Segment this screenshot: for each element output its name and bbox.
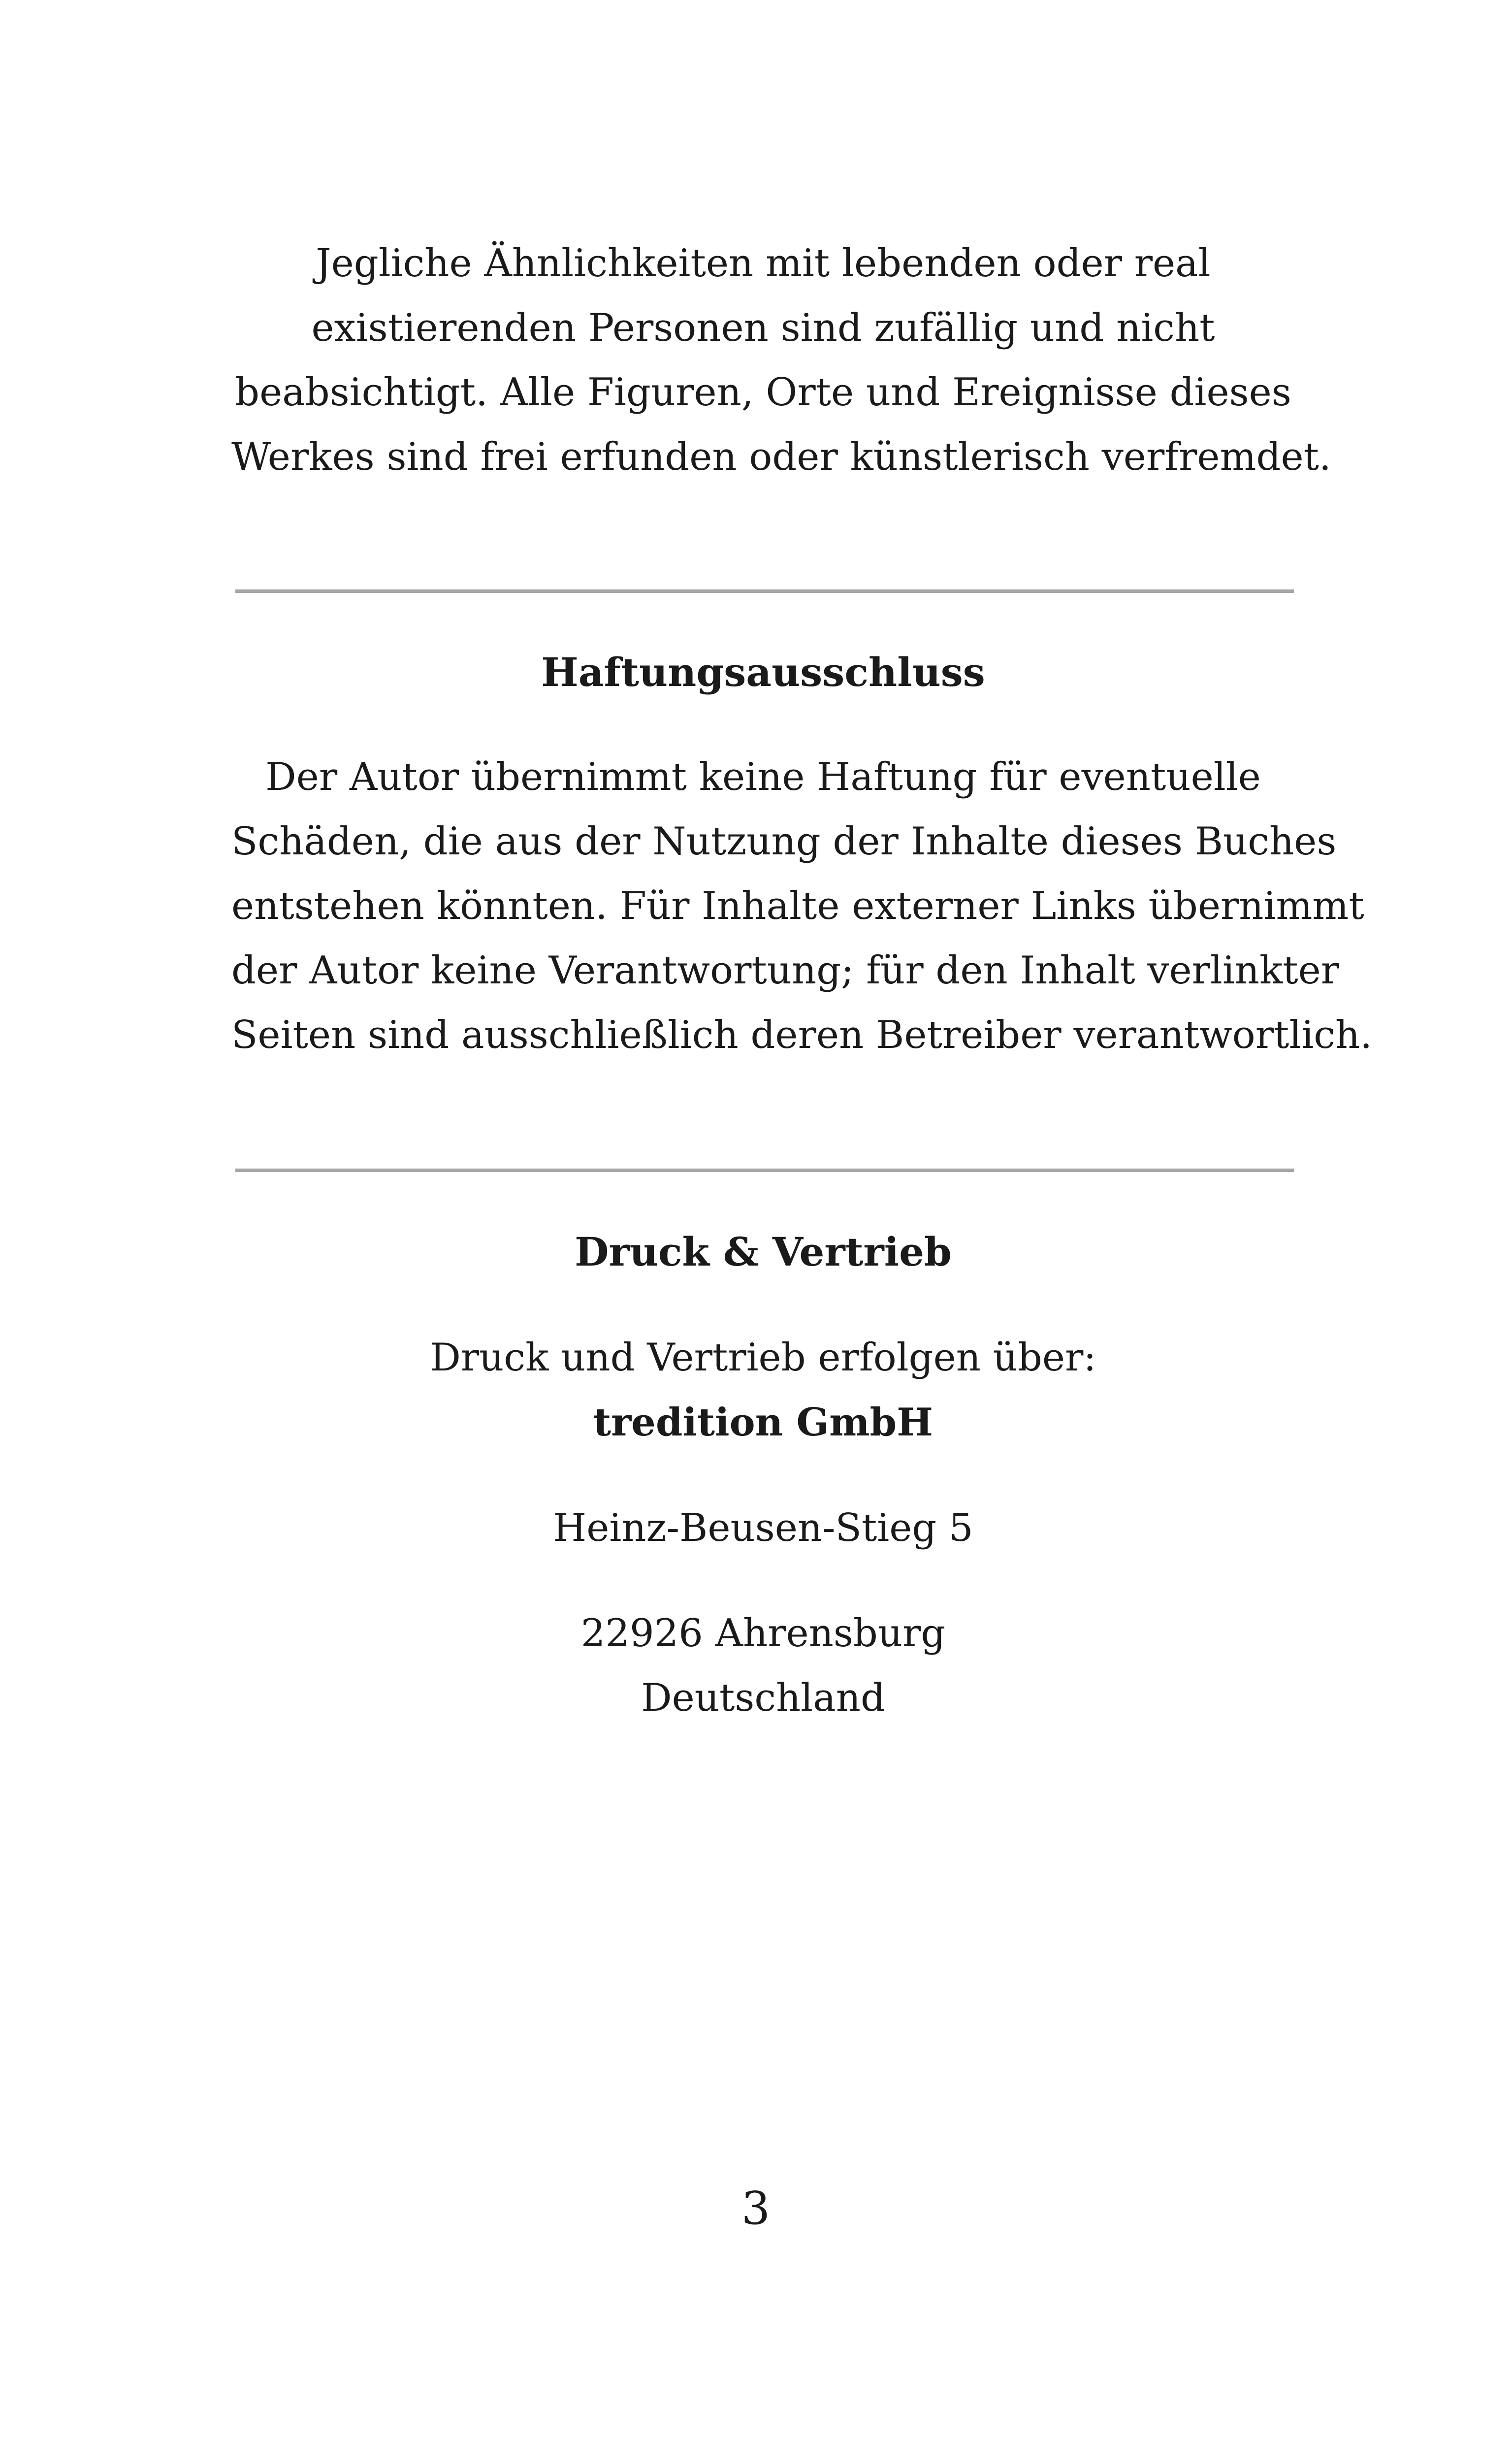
page-number: 3: [741, 2182, 771, 2235]
address-city: 22926 Ahrensburg: [580, 1611, 946, 1656]
disclaimer-text: [231, 745, 1372, 1068]
intro-text: [231, 231, 1331, 489]
intro-line: beabsichtigt. Alle Figuren, Orte und Ereignisse dieses: [235, 370, 1291, 415]
publisher-name: tredition GmbH: [593, 1400, 933, 1445]
disclaimer-line: Der Autor übernimmt keine Haftung für eventuelle: [265, 755, 1261, 799]
intro-line: Werkes sind frei erfunden oder künstlerisch verfremdet.: [231, 435, 1331, 479]
section-divider: [235, 1169, 1294, 1172]
distribution-intro: Druck und Vertrieb erfolgen über:: [430, 1336, 1096, 1380]
disclaimer-line: der Autor keine Verantwortung; für den Inhalt verlinkter: [231, 948, 1340, 993]
disclaimer-paragraph: [231, 745, 1372, 1068]
section-divider: [235, 589, 1294, 593]
intro-line: Jegliche Ähnlichkeiten mit lebenden oder real: [316, 241, 1211, 286]
intro-line: existierenden Personen sind zufällig und nicht: [311, 306, 1215, 350]
distribution-heading: Druck & Vertrieb: [575, 1229, 952, 1275]
intro-paragraph: [231, 231, 1331, 489]
disclaimer-heading: Haftungsausschluss: [541, 649, 985, 695]
disclaimer-line: entstehen könnten. Für Inhalte externer Links übernimmt: [231, 884, 1364, 928]
address-country: Deutschland: [641, 1676, 885, 1720]
address-street: Heinz-Beusen-Stieg 5: [553, 1506, 973, 1550]
disclaimer-line: Seiten sind ausschließlich deren Betreiber verantwortlich.: [231, 1013, 1372, 1057]
disclaimer-line: Schäden, die aus der Nutzung der Inhalte dieses Buches: [231, 819, 1337, 864]
